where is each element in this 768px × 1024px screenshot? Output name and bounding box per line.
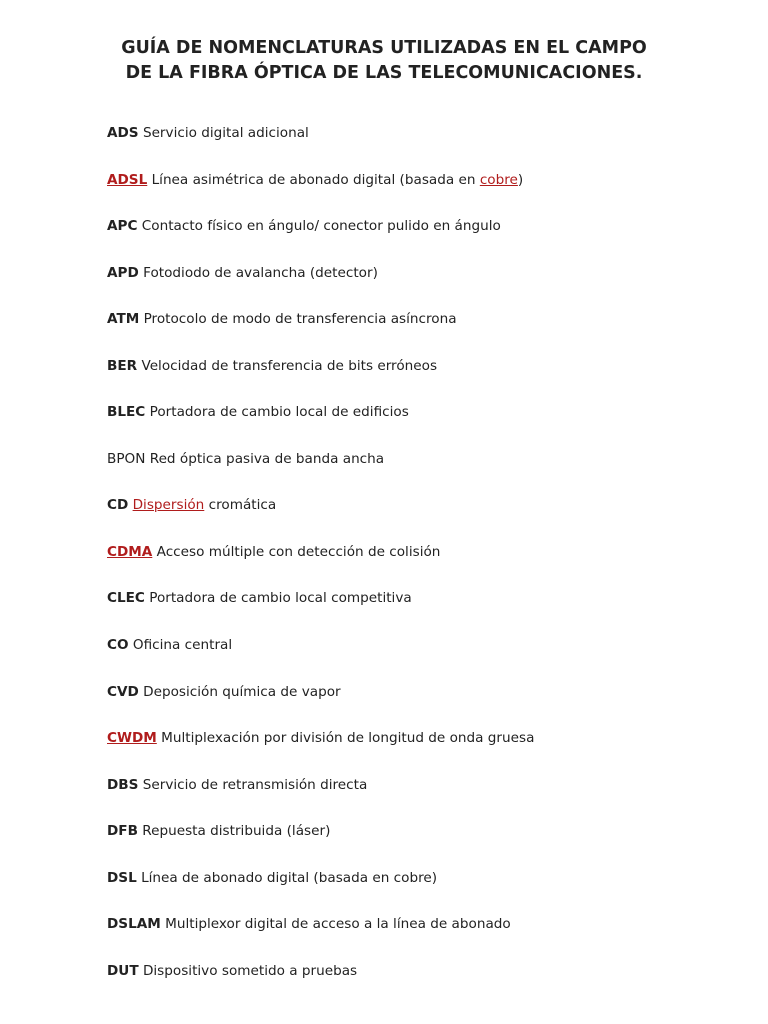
glossary-entry-ber bbox=[107, 356, 727, 403]
entry-abbreviation: CO bbox=[107, 637, 129, 654]
glossary-entry-co bbox=[107, 635, 727, 682]
glossary-entry-adsl bbox=[107, 170, 727, 217]
entry-abbreviation: DFB bbox=[107, 823, 138, 840]
glossary-entry-clec bbox=[107, 588, 727, 635]
entry-abbreviation: DSLAM bbox=[107, 916, 161, 933]
title-line-1: GUÍA DE NOMENCLATURAS UTILIZADAS EN EL CAMPO bbox=[121, 38, 647, 58]
glossary-entry-bpon bbox=[107, 449, 727, 496]
glossary-entry-dut bbox=[107, 961, 727, 1008]
title-line-2: DE LA FIBRA ÓPTICA DE LAS TELECOMUNICACIONES. bbox=[125, 63, 643, 83]
entry-description: Contacto físico en ángulo/ conector pulido en ángulo bbox=[141, 218, 501, 235]
entry-description: Velocidad de transferencia de bits erróneos bbox=[141, 357, 438, 374]
entry-description: Acceso múltiple con detección de colisión bbox=[156, 543, 441, 560]
entry-description: cromática bbox=[208, 497, 277, 514]
entry-abbreviation: BPON bbox=[107, 450, 146, 467]
entry-description: Multiplexor digital de acceso a la línea de abonado bbox=[165, 916, 511, 933]
entry-abbreviation: CVD bbox=[107, 683, 139, 700]
entry-abbreviation: BLEC bbox=[107, 404, 146, 421]
entry-abbreviation-link[interactable]: CWDM bbox=[107, 730, 157, 747]
entry-description-text: Línea asimétrica de abonado digital (basada en bbox=[151, 171, 480, 188]
glossary-entry-cd bbox=[107, 495, 727, 542]
cobre-link[interactable]: cobre bbox=[479, 171, 518, 188]
glossary-entry-dsl bbox=[107, 868, 727, 915]
entry-abbreviation: BER bbox=[107, 357, 138, 374]
entry-description: Portadora de cambio local competitiva bbox=[149, 590, 412, 607]
entry-abbreviation: CLEC bbox=[107, 590, 145, 607]
entry-abbreviation-link[interactable]: ADSL bbox=[107, 171, 148, 188]
entry-description: Red óptica pasiva de banda ancha bbox=[149, 450, 385, 467]
glossary-entry-apc bbox=[107, 216, 727, 263]
glossary-entry-dbs bbox=[107, 775, 727, 822]
entry-description: Oficina central bbox=[132, 637, 233, 654]
entry-abbreviation: DSL bbox=[107, 869, 137, 886]
entry-description: Multiplexación por división de longitud de onda gruesa bbox=[161, 730, 535, 747]
entry-abbreviation: DUT bbox=[107, 962, 139, 979]
glossary-entry-dslam bbox=[107, 914, 727, 961]
entry-abbreviation: ATM bbox=[107, 311, 140, 328]
entry-description: Dispositivo sometido a pruebas bbox=[142, 962, 358, 979]
entry-abbreviation: ADS bbox=[107, 125, 139, 141]
entry-description: Repuesta distribuida (láser) bbox=[142, 823, 331, 840]
entry-abbreviation: APC bbox=[107, 218, 138, 235]
entry-description: Servicio de retransmisión directa bbox=[142, 776, 368, 793]
entry-description: Fotodiodo de avalancha (detector) bbox=[143, 264, 378, 281]
glossary-entry-blec bbox=[107, 402, 727, 449]
entry-abbreviation: APD bbox=[107, 264, 139, 281]
glossary-entry-atm bbox=[107, 309, 727, 356]
entry-description-tail: ) bbox=[517, 171, 524, 188]
glossary-list bbox=[107, 123, 727, 1007]
glossary-entry-apd bbox=[107, 263, 727, 310]
entry-description: Línea de abonado digital (basada en cobre) bbox=[141, 869, 438, 886]
entry-description: Servicio digital adicional bbox=[142, 125, 309, 141]
dispersion-link[interactable]: Dispersión bbox=[132, 497, 205, 514]
entry-description bbox=[152, 172, 524, 188]
entry-abbreviation-link[interactable]: CDMA bbox=[107, 543, 153, 560]
entry-description: Protocolo de modo de transferencia asíncrona bbox=[143, 311, 457, 328]
entry-abbreviation: CD bbox=[107, 497, 129, 514]
glossary-entry-cvd bbox=[107, 682, 727, 729]
entry-abbreviation: DBS bbox=[107, 776, 139, 793]
glossary-entry-ads bbox=[107, 123, 727, 170]
glossary-entry-cdma bbox=[107, 542, 727, 589]
entry-description: Portadora de cambio local de edificios bbox=[149, 404, 409, 421]
glossary-entry-cwdm bbox=[107, 728, 727, 775]
glossary-entry-dfb bbox=[107, 821, 727, 868]
document-title bbox=[0, 36, 768, 86]
entry-description: Deposición química de vapor bbox=[143, 683, 341, 700]
